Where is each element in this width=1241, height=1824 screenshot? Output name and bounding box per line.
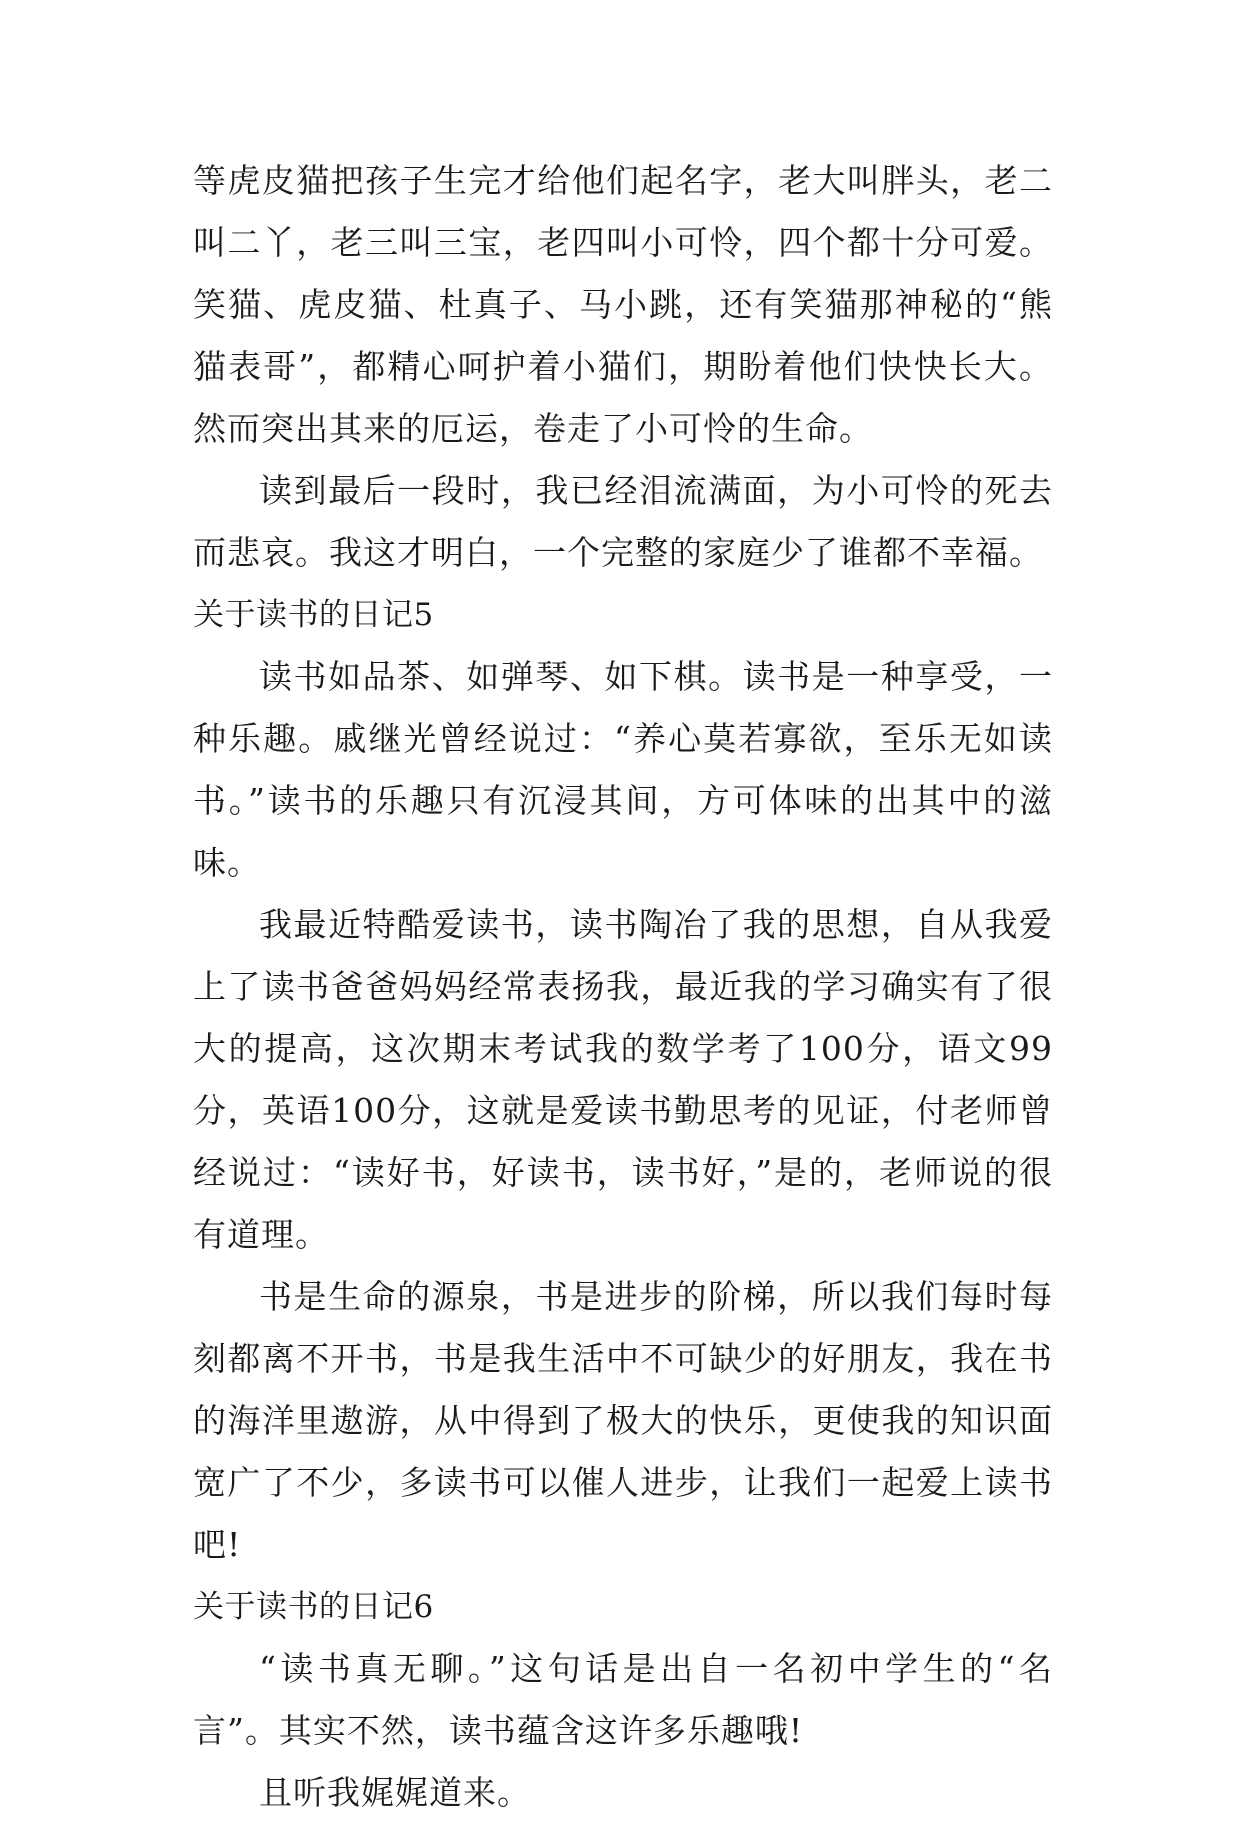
paragraph: 我最近特酷爱读书，读书陶冶了我的思想，自从我爱上了读书爸爸妈妈经常表扬我，最近我的学习确实有了很大的提高，这次期末考试我的数学考了100分，语文99分，英语100分，这就是爱读书勤思考的见证，付老师曾经说过：“读好书，好读书，读书好，”是的，老师说的很有道理。 [193, 905, 1053, 1254]
section-heading: 关于读书的日记5 [193, 597, 434, 633]
document-body [193, 150, 1053, 1824]
section-heading: 关于读书的日记6 [193, 1589, 434, 1625]
paragraph: 读到最后一段时，我已经泪流满面，为小可怜的死去而悲哀。我这才明白，一个完整的家庭少了谁都不幸福。 [193, 471, 1053, 572]
paragraph: 且听我娓娓道来。 [259, 1773, 531, 1812]
paragraph: “读书真无聊。”这句话是出自一名初中学生的“名言”。其实不然，读书蕴含这许多乐趣哦! [193, 1649, 1053, 1750]
paragraph: 等虎皮猫把孩子生完才给他们起名字，老大叫胖头，老二叫二丫，老三叫三宝，老四叫小可怜，四个都十分可爱。笑猫、虎皮猫、杜真子、马小跳，还有笑猫那神秘的“熊猫表哥”，都精心呵护着小猫们，期盼着他们快快长大。然而突出其来的厄运，卷走了小可怜的生命。 [193, 161, 1053, 448]
paragraph: 读书如品茶、如弹琴、如下棋。读书是一种享受，一种乐趣。戚继光曾经说过：“养心莫若寡欲，至乐无如读书。”读书的乐趣只有沉浸其间，方可体味的出其中的滋味。 [193, 657, 1053, 882]
paragraph: 书是生命的源泉，书是进步的阶梯，所以我们每时每刻都离不开书，书是我生活中不可缺少的好朋友，我在书的海洋里遨游，从中得到了极大的快乐，更使我的知识面宽广了不少，多读书可以催人进步，让我们一起爱上读书吧! [193, 1277, 1053, 1564]
